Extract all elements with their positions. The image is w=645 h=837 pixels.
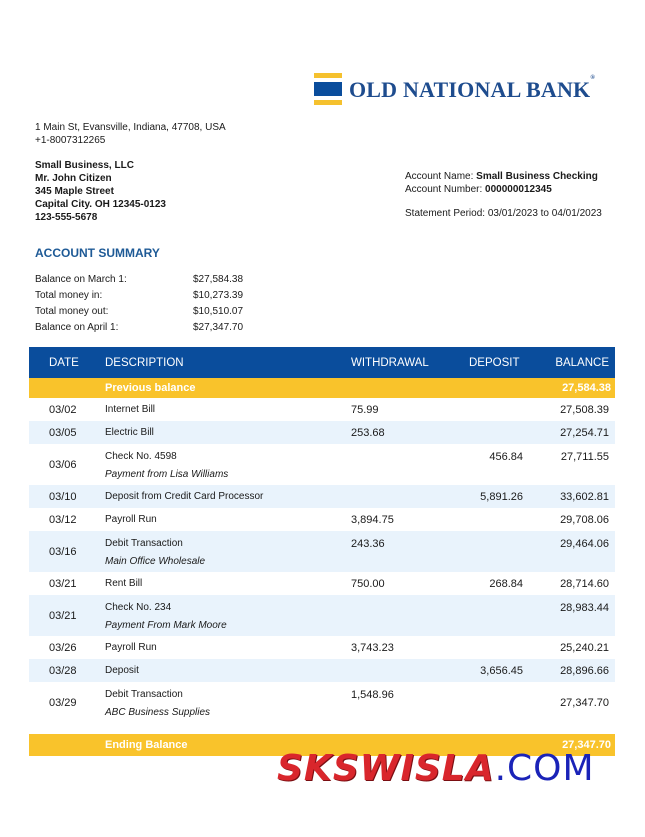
row-balance: 27,508.39: [560, 403, 609, 416]
account-summary-title: ACCOUNT SUMMARY: [35, 246, 160, 260]
table-row: [29, 682, 615, 723]
row-description: [105, 682, 351, 723]
row-date: 03/06: [49, 458, 77, 471]
table-row: [29, 485, 615, 508]
row-description-sub: ABC Business Supplies: [105, 707, 211, 718]
row-description: [105, 595, 351, 636]
row-withdrawal: 243.36: [351, 538, 385, 550]
watermark: SKSWISLA.COM: [277, 748, 595, 789]
row-date: 03/05: [49, 426, 77, 439]
row-date: 03/12: [49, 513, 77, 526]
table-row: [29, 636, 615, 659]
table-row: [29, 572, 615, 595]
row-withdrawal: [351, 444, 459, 485]
summary-row: Balance on April 1: $27,347.70: [35, 321, 244, 333]
summary-row: Total money out: $10,510.07: [35, 305, 244, 317]
row-description-main: Payroll Run: [105, 642, 157, 653]
previous-balance-row: [29, 378, 615, 398]
row-description-sub: Payment From Mark Moore: [105, 620, 227, 631]
previous-balance-value: 27,584.38: [562, 382, 611, 394]
bank-logo-mark-icon: [314, 73, 342, 106]
ending-balance-label: Ending Balance: [105, 739, 188, 751]
row-description-main: Debit Transaction: [105, 689, 183, 700]
row-description-main: Payroll Run: [105, 514, 157, 525]
bank-address-block: [35, 121, 226, 147]
row-withdrawal: 3,894.75: [351, 513, 394, 526]
table-row: [29, 421, 615, 444]
account-summary: [35, 271, 243, 335]
row-withdrawal: 253.68: [351, 426, 385, 439]
row-withdrawal: 1,548.96: [351, 689, 394, 701]
row-deposit: [459, 682, 539, 723]
ending-balance-value: 27,347.70: [562, 739, 611, 751]
row-description: [105, 665, 351, 676]
header-date: DATE: [49, 356, 79, 369]
row-description-main: Check No. 234: [105, 602, 172, 613]
customer-phone: 123-555-5678: [35, 212, 98, 223]
row-description: [105, 642, 351, 653]
row-date: 03/10: [49, 490, 77, 503]
previous-balance-label: Previous balance: [105, 382, 196, 394]
row-description-main: Electric Bill: [105, 427, 154, 438]
customer-street: 345 Maple Street: [35, 186, 114, 197]
row-balance: 28,896.66: [560, 664, 609, 677]
bank-address: 1 Main St, Evansville, Indiana, 47708, USA: [35, 122, 226, 133]
bank-name: OLD NATIONAL BANK®: [349, 74, 596, 102]
header-balance: BALANCE: [555, 356, 609, 369]
row-description: [105, 531, 351, 572]
row-description-main: Rent Bill: [105, 578, 143, 589]
row-balance: 28,714.60: [560, 577, 609, 590]
table-row: [29, 659, 615, 682]
row-withdrawal: [351, 595, 459, 636]
row-balance: 29,708.06: [560, 513, 609, 526]
row-balance: 27,254.71: [560, 426, 609, 439]
table-header: [29, 347, 615, 378]
row-balance: 27,711.55: [560, 451, 609, 463]
row-description-main: Debit Transaction: [105, 538, 183, 549]
row-deposit: 268.84: [489, 577, 523, 590]
customer-contact: Mr. John Citizen: [35, 173, 112, 184]
summary-row: Balance on March 1: $27,584.38: [35, 273, 244, 285]
table-row: [29, 508, 615, 531]
row-date: 03/02: [49, 403, 77, 416]
row-withdrawal: 750.00: [351, 577, 385, 590]
row-balance: 29,464.06: [560, 538, 609, 550]
row-description: [105, 404, 351, 415]
row-description-sub: Payment from Lisa Williams: [105, 469, 229, 480]
table-row: [29, 595, 615, 636]
row-description-main: Internet Bill: [105, 404, 156, 415]
customer-company: Small Business, LLC: [35, 160, 134, 171]
row-description-main: Deposit: [105, 665, 139, 676]
row-description: [105, 514, 351, 525]
row-description-main: Check No. 4598: [105, 451, 177, 462]
statement-period: Statement Period: 03/01/2023 to 04/01/2023: [405, 208, 602, 219]
row-date: 03/28: [49, 664, 77, 677]
header-withdrawal: WITHDRAWAL: [351, 356, 429, 369]
table-row: [29, 531, 615, 572]
row-deposit: [459, 595, 539, 636]
customer-city: Capital City. OH 12345-0123: [35, 199, 166, 210]
table-row: [29, 398, 615, 421]
row-date: 03/21: [49, 609, 77, 622]
row-description: [105, 427, 351, 438]
row-date: 03/21: [49, 577, 77, 590]
account-number: Account Number: 000000012345: [405, 184, 552, 195]
row-balance: 25,240.21: [560, 641, 609, 654]
row-date: 03/26: [49, 641, 77, 654]
row-balance: 27,347.70: [560, 696, 609, 709]
row-description: [105, 578, 351, 589]
transactions-table: [29, 347, 615, 756]
header-deposit: DEPOSIT: [469, 356, 520, 369]
row-description: [105, 444, 351, 485]
row-date: 03/16: [49, 545, 77, 558]
row-withdrawal: 75.99: [351, 403, 379, 416]
row-deposit: [459, 531, 539, 572]
row-description-main: Deposit from Credit Card Processor: [105, 491, 264, 502]
bank-logo: [314, 73, 595, 106]
customer-address-block: [35, 159, 166, 224]
row-description: [105, 491, 351, 502]
row-date: 03/29: [49, 696, 77, 709]
row-description-sub: Main Office Wholesale: [105, 556, 206, 567]
row-deposit: 456.84: [489, 451, 523, 463]
header-description: DESCRIPTION: [105, 356, 184, 369]
row-withdrawal: 3,743.23: [351, 641, 394, 654]
row-balance: 28,983.44: [560, 602, 609, 614]
summary-row: Total money in: $10,273.39: [35, 289, 244, 301]
row-deposit: 3,656.45: [480, 664, 523, 677]
bank-phone: +1-8007312265: [35, 135, 106, 146]
row-balance: 33,602.81: [560, 490, 609, 503]
row-deposit: 5,891.26: [480, 490, 523, 503]
account-name: Account Name: Small Business Checking: [405, 171, 598, 182]
table-row: [29, 444, 615, 485]
account-info: [405, 170, 598, 196]
